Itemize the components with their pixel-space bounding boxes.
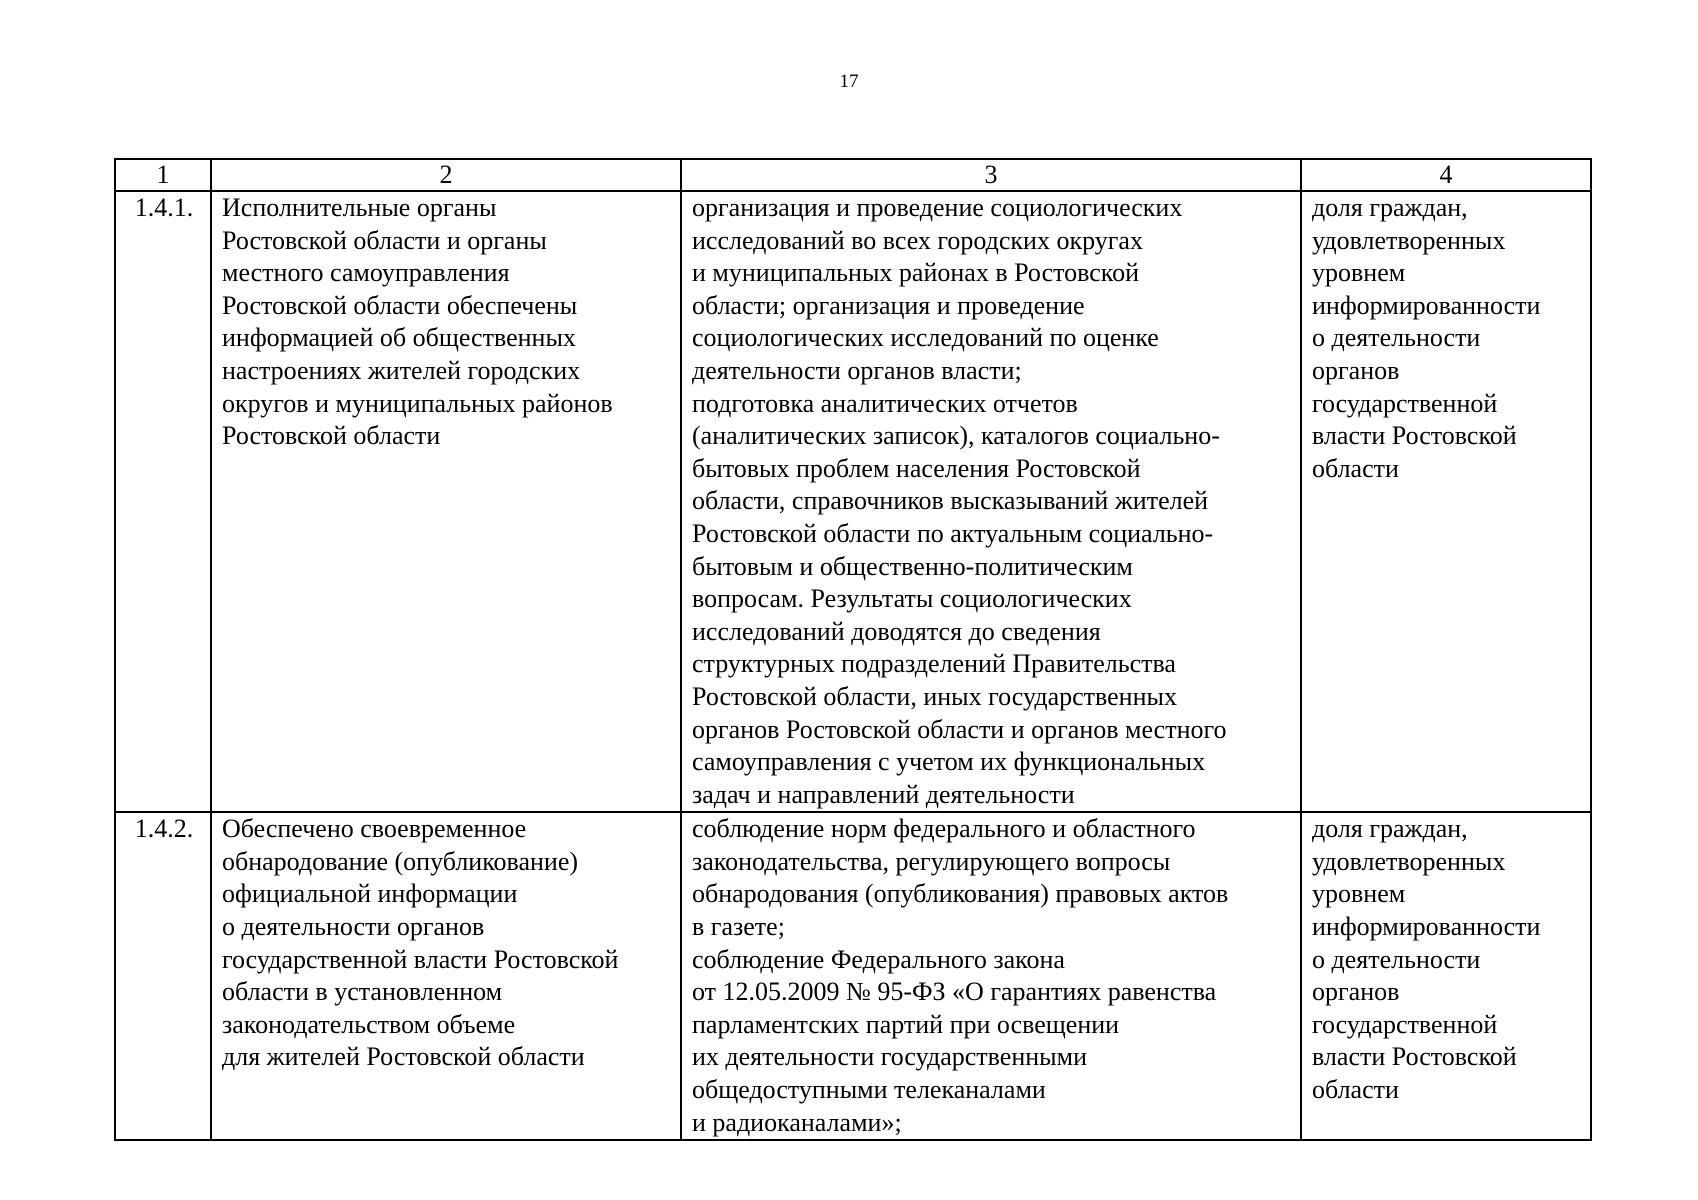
cell-text-line: от 12.05.2009 № 95-ФЗ «О гарантиях равенства [692,977,1217,1007]
cell-text-line: области в установленном [222,977,503,1007]
cell-text-line: доля граждан, [1312,814,1468,844]
cell-text-line: о деятельности органов [222,912,485,942]
cell-text-line: и муниципальных районах в Ростовской [692,258,1140,288]
result-cell [211,191,681,812]
table-body [115,191,1591,1140]
cell-text-line: власти Ростовской [1312,1042,1517,1072]
row-number-cell: 1.4.1. [115,191,211,812]
cell-text-line: уровнем [1312,879,1406,909]
cell-text-line: их деятельности государственными [692,1042,1087,1072]
row-number-cell: 1.4.2. [115,812,211,1140]
cell-text-line: бытовых проблем населения Ростовской [692,453,1141,483]
cell-text-line: государственной власти Ростовской [222,944,619,974]
cell-text-line: официальной информации [222,879,518,909]
indicators-table [114,158,1592,1141]
cell-text-line: власти Ростовской [1312,421,1517,451]
cell-text-line: организация и проведение социологических [692,193,1183,222]
indicator-cell [1301,812,1591,1140]
cell-text-line: обнародования (опубликования) правовых актов [692,879,1229,909]
cell-text-line: государственной [1312,388,1498,418]
cell-text-line: в газете; [692,912,785,942]
cell-text-line: самоуправления с учетом их функциональных [692,747,1206,777]
cell-text-line: соблюдение норм федерального и областного [692,814,1196,844]
cell-text-line: местного самоуправления [222,258,510,288]
cell-text-line: Ростовской области [222,421,441,451]
cell-text-line: (аналитических записок), каталогов социально- [692,421,1220,451]
page-number: 17 [839,71,859,92]
result-cell [211,812,681,1140]
cell-text-line: структурных подразделений Правительства [692,649,1176,679]
cell-text-line: информацией об общественных [222,323,576,353]
header-col-3: 3 [681,159,1301,191]
cell-text-line: Обеспечено своевременное [222,814,527,844]
table-header-row [115,159,1591,191]
cell-text-line: органов [1312,355,1400,385]
cell-text-line: вопросам. Результаты социологических [692,584,1132,614]
cell-text-line: уровнем [1312,258,1406,288]
cell-text-line: задач и направлений деятельности [692,779,1075,809]
cell-text-line: и радиоканалами»; [692,1107,902,1137]
cell-text-line: Ростовской области по актуальным социально- [692,518,1214,548]
cell-text-line: социологических исследований по оценке [692,323,1159,353]
cell-text-line: области [1312,1075,1399,1105]
cell-text-line: Ростовской области, иных государственных [692,681,1177,711]
table-row [115,812,1591,1140]
cell-text-line: информированности [1312,290,1541,320]
cell-text-line: области; организация и проведение [692,290,1085,320]
cell-text-line: настроениях жителей городских [222,355,581,385]
activity-cell [681,191,1301,812]
cell-text-line: общедоступными телеканалами [692,1075,1046,1105]
table-row [115,191,1591,812]
cell-text-line: информированности [1312,912,1541,942]
cell-text-line: Исполнительные органы [222,193,497,222]
cell-text-line: законодательства, регулирующего вопросы [692,846,1171,876]
header-col-2: 2 [211,159,681,191]
cell-text-line: исследований доводятся до сведения [692,616,1101,646]
cell-text-line: области [1312,453,1399,483]
cell-text-line: государственной [1312,1009,1498,1039]
header-col-1: 1 [115,159,211,191]
cell-text-line: Ростовской области обеспечены [222,290,578,320]
header-col-4: 4 [1301,159,1591,191]
cell-text-line: парламентских партий при освещении [692,1009,1120,1039]
cell-text-line: удовлетворенных [1312,846,1506,876]
cell-text-line: для жителей Ростовской области [222,1042,585,1072]
cell-text-line: бытовым и общественно-политическим [692,551,1133,581]
cell-text-line: соблюдение Федерального закона [692,944,1065,974]
cell-text-line: органов Ростовской области и органов местного [692,714,1227,744]
cell-text-line: о деятельности [1312,944,1481,974]
cell-text-line: области, справочников высказываний жителей [692,486,1209,516]
cell-text-line: удовлетворенных [1312,225,1506,255]
cell-text-line: законодательством объеме [222,1009,516,1039]
cell-text-line: округов и муниципальных районов [222,388,613,418]
cell-text-line: доля граждан, [1312,193,1468,222]
activity-cell [681,812,1301,1140]
cell-text-line: обнародование (опубликование) [222,846,579,876]
cell-text-line: о деятельности [1312,323,1481,353]
cell-text-line: Ростовской области и органы [222,225,547,255]
cell-text-line: органов [1312,977,1400,1007]
cell-text-line: деятельности органов власти; [692,355,1022,385]
cell-text-line: исследований во всех городских округах [692,225,1143,255]
cell-text-line: подготовка аналитических отчетов [692,388,1078,418]
indicator-cell [1301,191,1591,812]
